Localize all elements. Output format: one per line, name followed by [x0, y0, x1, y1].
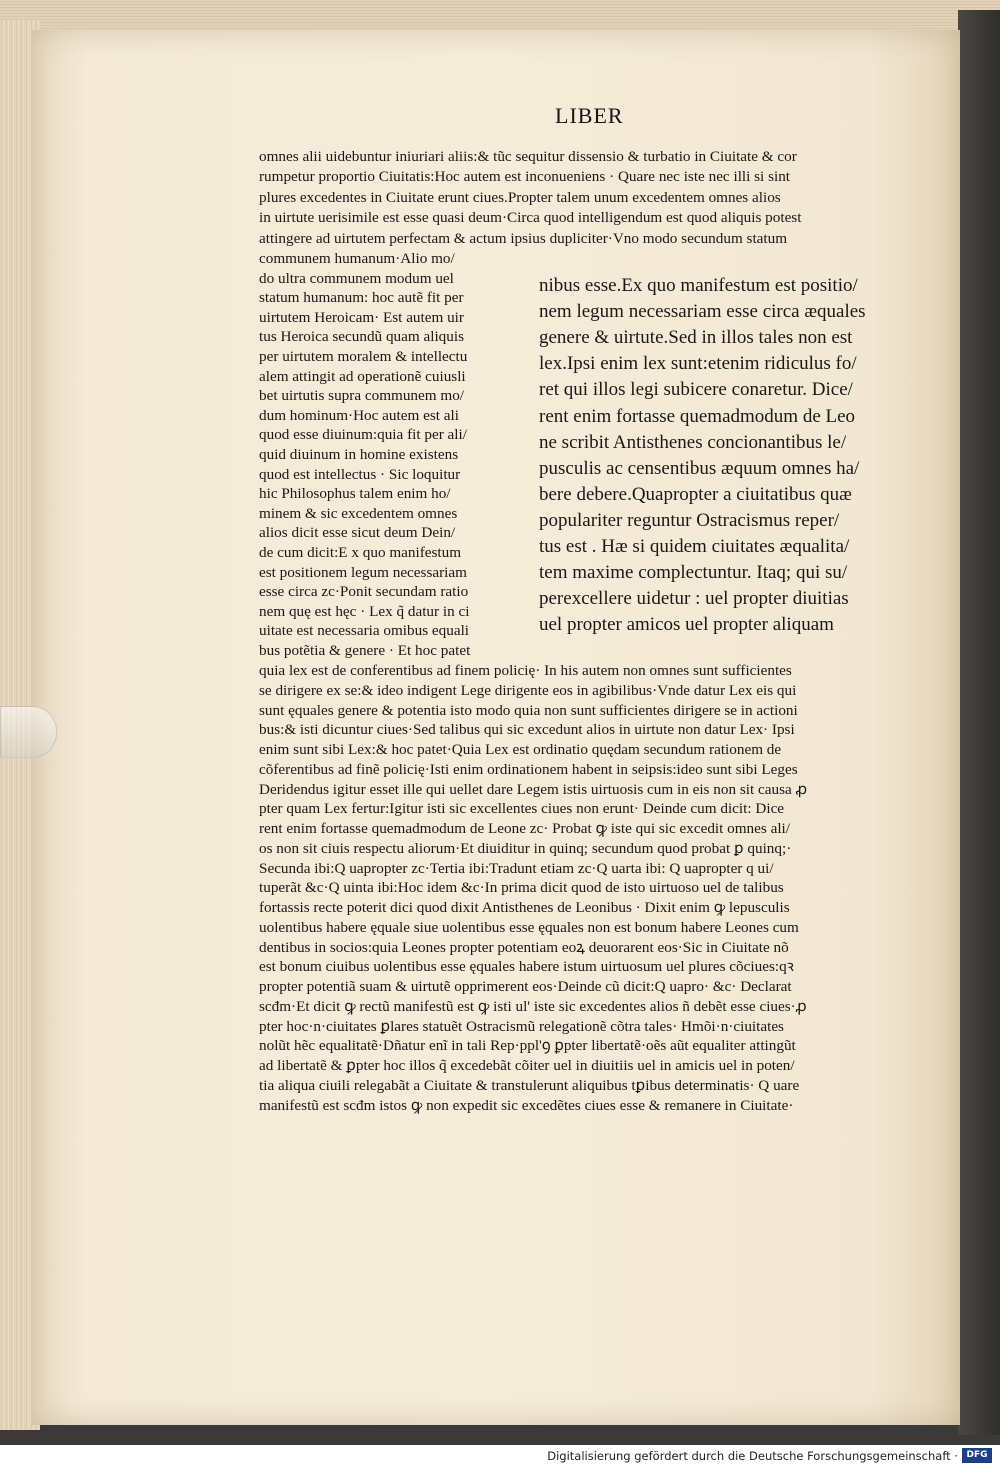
- commentary-line: do ultra communem modum uel: [259, 269, 454, 287]
- commentary-line: quid diuinum in homine existens: [259, 446, 459, 463]
- footer-bar: [0, 1445, 1000, 1467]
- aristotle-text-line: bere debere.Quapropter a ciuitatibus quæ: [539, 483, 852, 505]
- commentary-line: alios dicit esse sicut deum Dein/: [259, 524, 456, 542]
- aristotle-text-line: rent enim fortasse quemadmodum de Leo: [539, 405, 856, 427]
- aristotle-text-line: perexcellere uidetur : uel propter diuitias: [539, 588, 849, 610]
- commentary-line: uolentibus habere ęquale siue uolentibus esse ęquales non est bonum habere Leones cum: [259, 918, 799, 936]
- commentary-line: rent enim fortasse quemadmodum de Leone zc· Probat ꝙ iste qui sic excedit omnes ali/: [259, 820, 790, 837]
- aristotle-text-line: uel propter amicos uel propter aliquam: [539, 614, 834, 636]
- commentary-line: tia aliqua ciuili relegabãt a Ciuitate & transtulerunt aliquibus tꝑibus determinatis· Q uare: [259, 1076, 800, 1094]
- aristotle-text-line: lex.Ipsi enim lex sunt:etenim ridiculus fo/: [539, 353, 857, 375]
- commentary-line: statum humanum: hoc autẽ fit per: [259, 289, 464, 307]
- aristotle-text-line: nem legum necessariam esse circa æquales: [539, 301, 866, 323]
- commentary-line: propter potentiã suam & uirtutẽ opprimerent eos·Deinde cũ dicit:Q uapro· &c· Declarat: [259, 978, 792, 995]
- commentary-line: os non sit ciuis respectu aliorum·Et diuiditur in quinq; secundum quod probat ꝑ quinq;·: [259, 839, 792, 857]
- commentary-line: ad libertatẽ & ꝑpter hoc illos q̃ excedebãt cõiter uel in diuitiis uel in amicis uel in poten/: [259, 1057, 795, 1074]
- commentary-line: nolũt hẽc equalitatẽ·Dñatur enĩ in tali Rep·ppl'ꝯ ꝑpter libertatẽ·oẽs aũt equaliter attingũt: [259, 1037, 796, 1055]
- footer-credit: Digitalisierung gefördert durch die Deutsche Forschungsgemeinschaft ·: [547, 1449, 958, 1463]
- commentary-line: uirtutem Heroicam· Est autem uir: [259, 308, 464, 326]
- commentary-line: tus Heroica secundũ quam aliquis: [259, 328, 464, 346]
- commentary-line: fortassis recte poterit dici quod dixit Antisthenes de Leonibus · Dixit enim ꝙ lepusculis: [259, 899, 790, 916]
- dfg-logo-icon: DFG: [962, 1448, 992, 1463]
- commentary-line: communem humanum·Alio mo/: [259, 250, 455, 267]
- commentary-line: bet uirtutis supra communem mo/: [259, 387, 465, 405]
- commentary-line: sunt ęquales genere & potentia isto modo quia non sunt sufficientes dirigere se in actioni: [259, 701, 798, 719]
- commentary-line: tuperãt &c·Q uinta ibi:Hoc idem &c·In prima dicit quod de isto uirtuoso uel de talibus: [259, 879, 784, 897]
- commentary-line: Deridendus igitur esset ille qui uellet dare Legem istis uirtuosis cum in eis non sit causa ꝓ: [259, 780, 808, 798]
- aristotle-text-line: tem maxime complectuntur. Itaq; qui su/: [539, 562, 848, 584]
- commentary-line: dum hominum·Hoc autem est ali: [259, 406, 459, 424]
- commentary-line: esse circa zc·Ponit secundam ratio: [259, 583, 469, 601]
- commentary-line: uitate est necessaria omibus equali: [259, 622, 470, 640]
- commentary-line: omnes alii uidebuntur iniuriari aliis:& tũc sequitur dissensio & turbatio in Ciuitate & cor: [259, 148, 797, 165]
- commentary-line: rumpetur proportio Ciuitatis:Hoc autem est inconueniens · Quare nec iste nec illi si sint: [259, 168, 791, 186]
- aristotle-text-line: pusculis ac censentibus æquum omnes ha/: [539, 457, 860, 479]
- commentary-line: pter quam Lex fertur:Igitur isti sic excellentes ciues non erunt· Deinde cum dicit: Dice: [259, 800, 785, 818]
- commentary-line: bus:& isti dicuntur ciues·Sed talibus qui sic excedunt alios in uirtute non datur Lex· Ipsi: [259, 721, 795, 739]
- aristotle-text-line: genere & uirtute.Sed in illos tales non est: [539, 327, 853, 349]
- commentary-line: hic Philosophus talem enim ho/: [259, 485, 451, 503]
- facing-page-edge: [958, 10, 1000, 1435]
- page-clip: [0, 706, 57, 758]
- commentary-line: plures excedentes in Ciuitate erunt ciues.Propter talem unum excedentem omnes alios: [259, 188, 781, 206]
- aristotle-text-line: tus est . Hæ si quidem ciuitates æqualita/: [539, 536, 850, 557]
- running-title: LIBER: [555, 103, 624, 128]
- aristotle-text-line: ret qui illos legi subicere conaretur. Dice/: [539, 379, 853, 401]
- commentary-line: nem quę est hęc · Lex q̃ datur in ci: [259, 602, 470, 620]
- commentary-line: manifestũ est scđm istos ꝙ non expedit sic excedẽtes ciues esse & remanere in Ciuitate·: [259, 1096, 794, 1114]
- commentary-line: bus potẽtia & genere · Et hoc patet: [259, 642, 471, 659]
- commentary-line: attingere ad uirtutem perfectam & actum ipsius dupliciter·Vno modo secundum statum: [259, 229, 788, 247]
- commentary-line: cõferentibus ad finẽ policię·Isti enim ordinationem habent in seipsis:ideo sunt sibi Leges: [259, 760, 798, 778]
- commentary-line: minem & sic excedentem omnes: [259, 504, 458, 522]
- commentary-line: in uirtute uerisimile est esse quasi deum·Circa quod intelligendum est quod aliquis potest: [259, 209, 802, 227]
- commentary-line: quia lex est de conferentibus ad finem policię· In his autem non omnes sunt sufficientes: [259, 662, 792, 679]
- commentary-line: quod est intellectus · Sic loquitur: [259, 465, 461, 483]
- commentary-line: scđm·Et dicit ꝙ rectũ manifestũ est ꝙ isti ul' iste sic excedentes alios ñ debẽt esse ciues·ꝓ: [259, 997, 807, 1015]
- commentary-line: est positionem legum necessariam: [259, 563, 467, 581]
- commentary-line: dentibus in socios:quia Leones propter potentiam eoꝝ deuorarent eos·Sic in Ciuitate nõ: [259, 938, 789, 956]
- commentary-line: de cum dicit:E x quo manifestum: [259, 544, 462, 561]
- commentary-line: alem attingit ad operationẽ cuiusli: [259, 367, 466, 385]
- commentary-line: se dirigere ex se:& ideo indigent Lege dirigente eos in agibilibus·Vnde datur Lex eis qui: [259, 681, 797, 699]
- aristotle-text-line: populariter reguntur Ostracismus reper/: [539, 509, 840, 531]
- commentary-line: est bonum ciuibus uolentibus esse ęquales habere istum uirtuosum uel plures cõciues:qꝛ: [259, 958, 794, 976]
- commentary-line: enim sunt sibi Lex:& hoc patet·Quia Lex est ordinatio quędam secundum rationem de: [259, 741, 782, 758]
- commentary-line: per uirtutem moralem & intellectu: [259, 348, 468, 365]
- aristotle-text-line: ne scribit Antisthenes concionantibus le/: [539, 431, 847, 453]
- commentary-line: quod esse diuinum:quia fit per ali/: [259, 426, 467, 444]
- aristotle-text-line: nibus esse.Ex quo manifestum est positio/: [539, 275, 858, 296]
- commentary-line: pter hoc·n·ciuitates ꝑlares statuẽt Ostracismũ relegationẽ cõtra tales· Hmõi·n·ciuitates: [259, 1017, 784, 1035]
- page-stack-top: [0, 0, 1000, 30]
- commentary-line: Secunda ibi:Q uapropter zc·Tertia ibi:Tradunt etiam zc·Q uarta ibi: Q uapropter q ui/: [259, 859, 774, 877]
